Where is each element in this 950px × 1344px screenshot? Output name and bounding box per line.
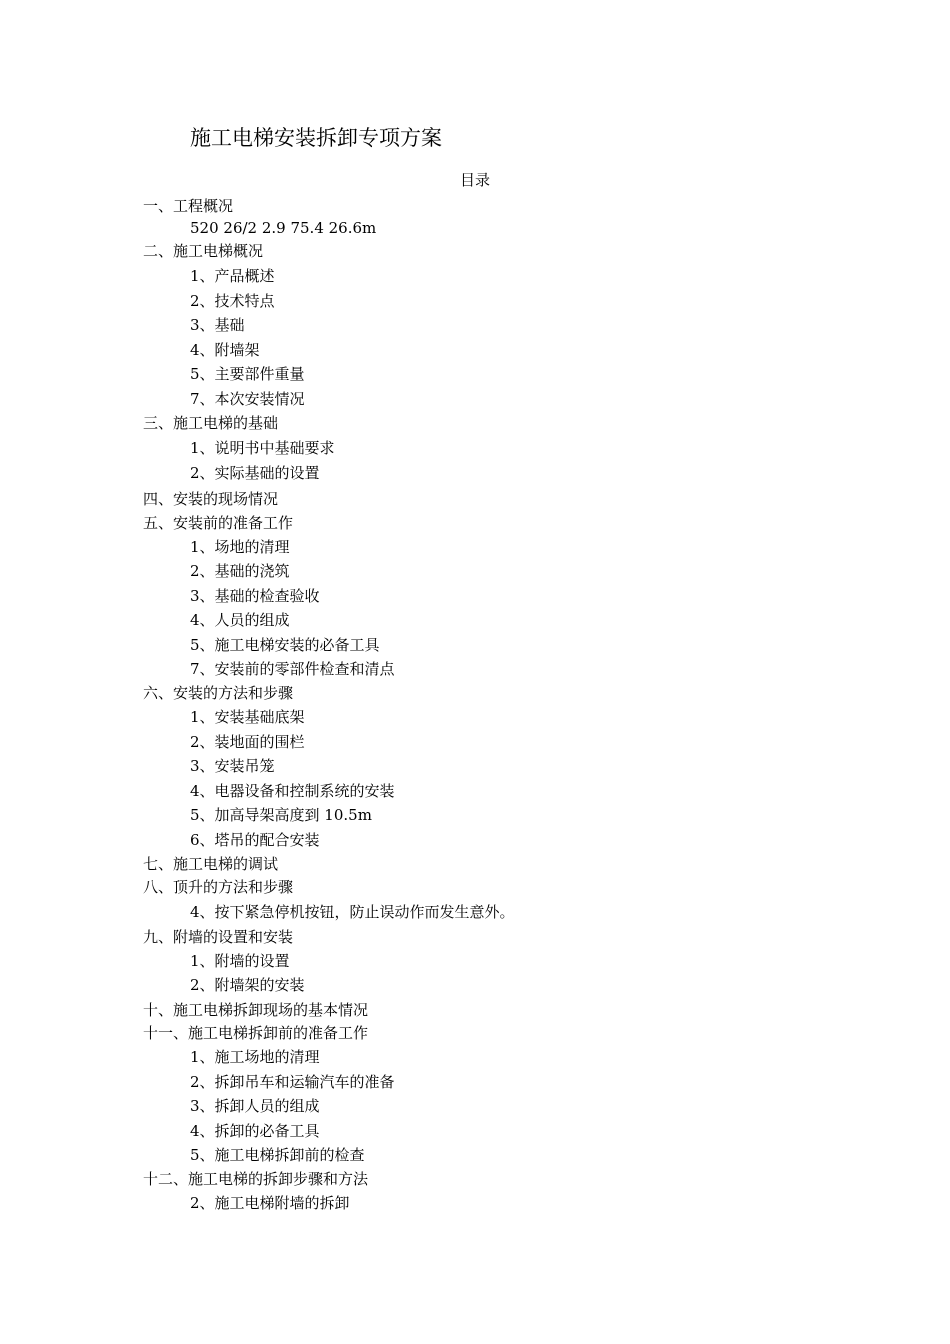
toc-section-item: 十一、施工电梯拆卸前的准备工作 — [143, 1024, 369, 1042]
toc-section-item: 十二、施工电梯的拆卸步骤和方法 — [143, 1170, 369, 1188]
toc-subsection-item: 4、拆卸的必备工具 — [190, 1122, 320, 1140]
toc-subsection-item: 2、实际基础的设置 — [190, 464, 320, 482]
toc-subsection-item: 5、加高导架高度到 10.5m — [190, 806, 372, 824]
toc-subsection-item: 2、附墙架的安装 — [190, 976, 305, 994]
toc-section-item: 一、工程概况 — [143, 197, 234, 215]
toc-subsection-item: 1、说明书中基础要求 — [190, 439, 335, 457]
toc-subsection-item: 4、按下紧急停机按钮，防止误动作而发生意外。 — [190, 903, 515, 921]
toc-subsection-item: 5、主要部件重量 — [190, 365, 305, 383]
toc-section-item: 三、施工电梯的基础 — [143, 414, 279, 432]
toc-subsection-item: 5、施工电梯拆卸前的检查 — [190, 1146, 365, 1164]
toc-subsection-item: 1、产品概述 — [190, 267, 275, 285]
toc-subsection-item: 1、安装基础底架 — [190, 708, 305, 726]
toc-section-item: 九、附墙的设置和安装 — [143, 928, 294, 946]
toc-subsection-item: 1、场地的清理 — [190, 538, 290, 556]
toc-subsection-item: 2、施工电梯附墙的拆卸 — [190, 1194, 350, 1212]
toc-subsection-item: 6、塔吊的配合安装 — [190, 831, 320, 849]
toc-heading: 目录 — [459, 171, 490, 189]
toc-subsection-item: 2、技术特点 — [190, 292, 275, 310]
toc-subsection-item: 3、拆卸人员的组成 — [190, 1097, 320, 1115]
toc-subsection-item: 1、附墙的设置 — [190, 952, 290, 970]
toc-subsection-item: 4、附墙架 — [190, 341, 260, 359]
toc-subsection-item: 7、安装前的零部件检查和清点 — [190, 660, 395, 678]
toc-section-item: 二、施工电梯概况 — [143, 242, 264, 260]
toc-subsection-item: 3、基础 — [190, 316, 245, 334]
toc-subsection-item: 3、基础的检查验收 — [190, 587, 320, 605]
toc-subsection-item: 2、基础的浇筑 — [190, 562, 290, 580]
toc-section-item: 七、施工电梯的调试 — [143, 855, 279, 873]
toc-subsection-item: 3、安装吊笼 — [190, 757, 275, 775]
document-title: 施工电梯安装拆卸专项方案 — [190, 126, 442, 150]
toc-section-item: 十、施工电梯拆卸现场的基本情况 — [143, 1001, 369, 1019]
toc-subsection-item: 520 26/2 2.9 75.4 26.6m — [190, 219, 377, 237]
toc-subsection-item: 5、施工电梯安装的必备工具 — [190, 636, 380, 654]
toc-subsection-item: 2、装地面的围栏 — [190, 733, 305, 751]
toc-subsection-item: 1、施工场地的清理 — [190, 1048, 320, 1066]
toc-section-item: 五、安装前的准备工作 — [143, 514, 294, 532]
toc-subsection-item: 7、本次安装情况 — [190, 390, 305, 408]
toc-section-item: 四、安装的现场情况 — [143, 490, 279, 508]
toc-subsection-item: 4、电器设备和控制系统的安装 — [190, 782, 395, 800]
toc-subsection-item: 4、人员的组成 — [190, 611, 290, 629]
toc-section-item: 八、顶升的方法和步骤 — [143, 878, 294, 896]
toc-subsection-item: 2、拆卸吊车和运输汽车的准备 — [190, 1073, 395, 1091]
toc-section-item: 六、安装的方法和步骤 — [143, 684, 294, 702]
